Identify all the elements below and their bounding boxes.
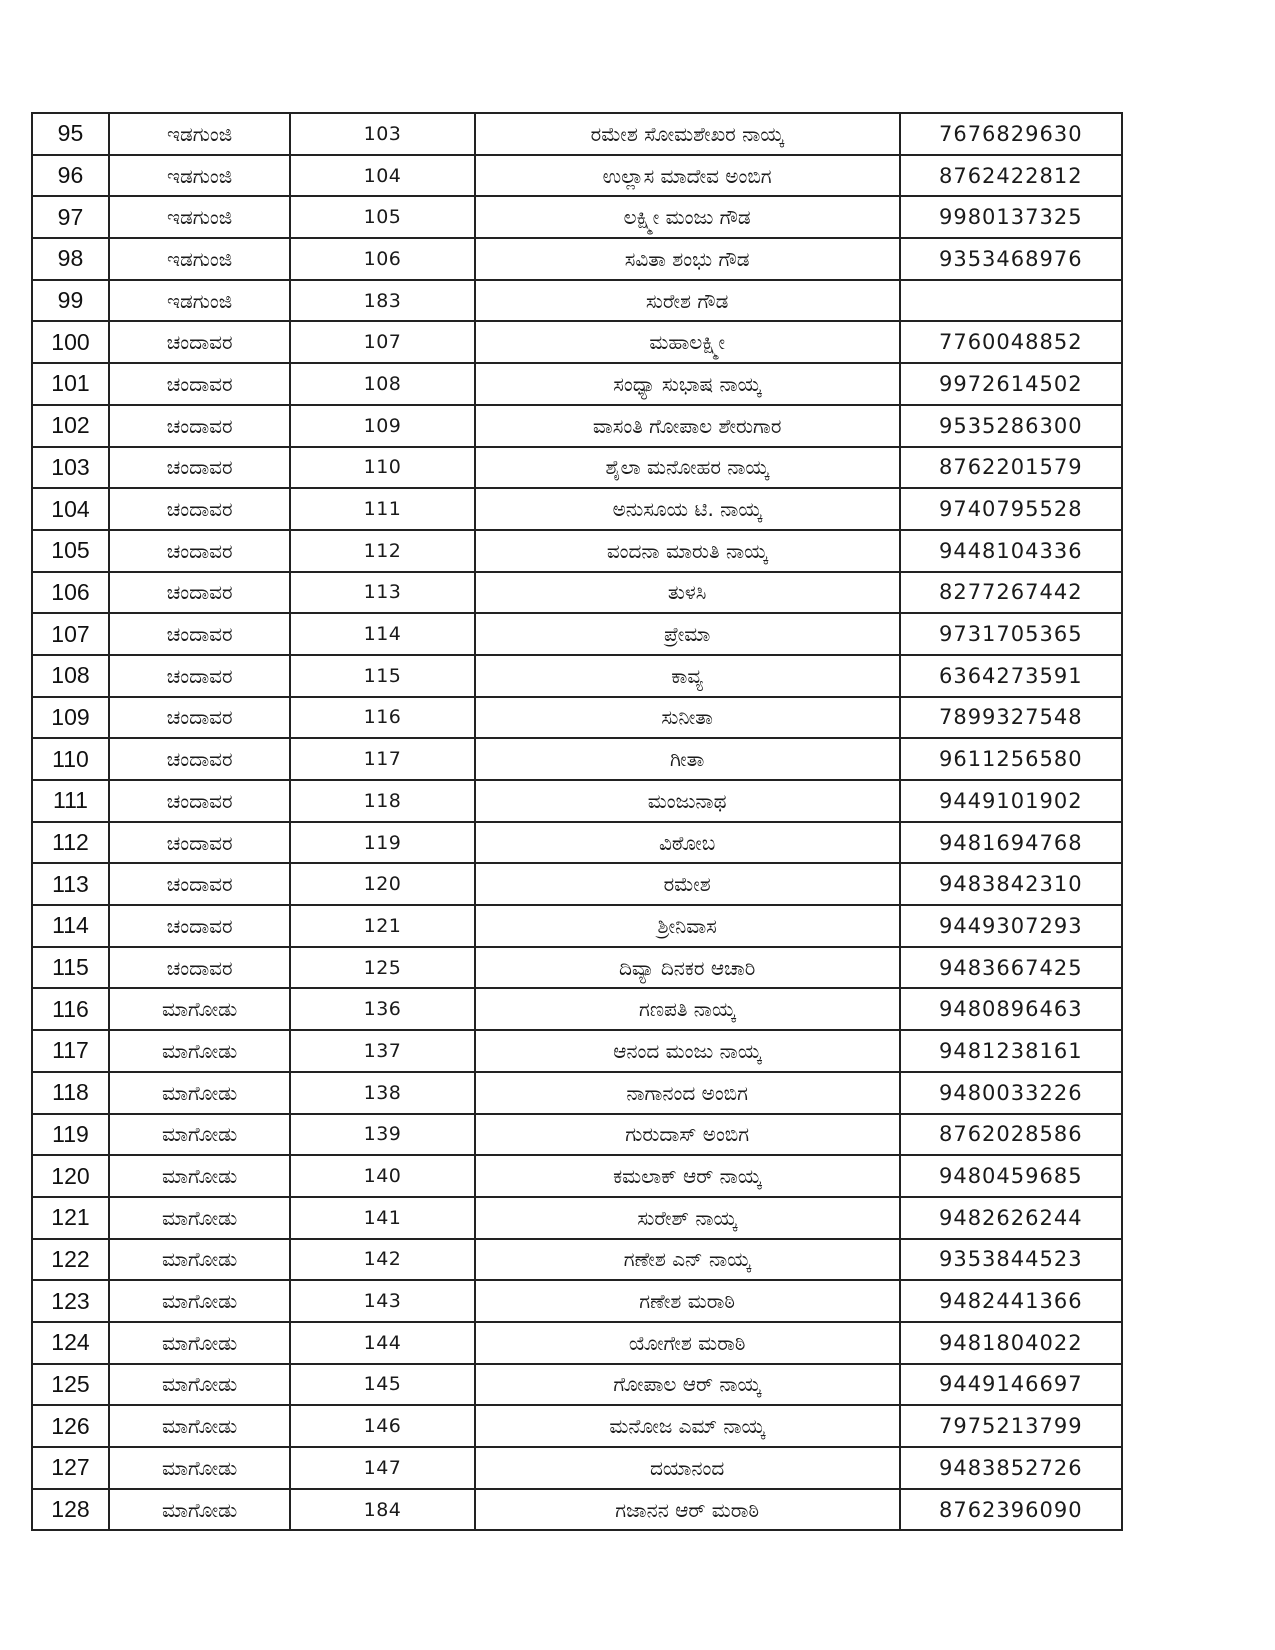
member-name-cell: ಸುರೇಶ ಗೌಡ: [475, 280, 900, 322]
serial-number-cell: 124: [32, 1322, 109, 1364]
member-id-cell: 105: [290, 196, 474, 238]
village-cell: ಇಡಗುಂಜಿ: [109, 155, 290, 197]
member-name-cell: ಸವಿತಾ ಶಂಭು ಗೌಡ: [475, 238, 900, 280]
member-name-cell: ಕಾವ್ಯ: [475, 655, 900, 697]
member-name-cell: ಯೋಗೇಶ ಮರಾಠಿ: [475, 1322, 900, 1364]
member-id-cell: 116: [290, 697, 474, 739]
serial-number-cell: 115: [32, 947, 109, 989]
table-row: [32, 405, 1122, 447]
table-row: [32, 1197, 1122, 1239]
member-name-cell: ಉಲ್ಲಾಸ ಮಾದೇವ ಅಂಬಿಗ: [475, 155, 900, 197]
member-id-cell: 139: [290, 1114, 474, 1156]
village-cell: ಇಡಗುಂಜಿ: [109, 238, 290, 280]
member-name-cell: ದಯಾನಂದ: [475, 1447, 900, 1489]
member-name-cell: ಗುರುದಾಸ್ ಅಂಬಿಗ: [475, 1114, 900, 1156]
village-cell: ಮಾಗೋಡು: [109, 1405, 290, 1447]
table-row: [32, 822, 1122, 864]
member-id-cell: 119: [290, 822, 474, 864]
serial-number-cell: 117: [32, 1030, 109, 1072]
member-id-cell: 125: [290, 947, 474, 989]
table-row: [32, 1280, 1122, 1322]
table-row: [32, 1239, 1122, 1281]
member-id-cell: 144: [290, 1322, 474, 1364]
member-name-cell: ನಾಗಾನಂದ ಅಂಬಿಗ: [475, 1072, 900, 1114]
table-row: [32, 1489, 1122, 1531]
serial-number-cell: 106: [32, 572, 109, 614]
member-name-cell: ಮನೋಜ ಎಮ್ ನಾಯ್ಕ: [475, 1405, 900, 1447]
village-cell: ಚಂದಾವರ: [109, 488, 290, 530]
serial-number-cell: 125: [32, 1364, 109, 1406]
member-name-cell: ಗಜಾನನ ಆರ್ ಮರಾಠಿ: [475, 1489, 900, 1531]
table-row: [32, 1405, 1122, 1447]
phone-number-cell: 9448104336: [900, 530, 1122, 572]
serial-number-cell: 109: [32, 697, 109, 739]
member-id-cell: 107: [290, 321, 474, 363]
serial-number-cell: 102: [32, 405, 109, 447]
serial-number-cell: 107: [32, 613, 109, 655]
village-cell: ಮಾಗೋಡು: [109, 1114, 290, 1156]
member-id-cell: 136: [290, 988, 474, 1030]
member-id-cell: 104: [290, 155, 474, 197]
village-cell: ಮಾಗೋಡು: [109, 1030, 290, 1072]
member-name-cell: ಆನಂದ ಮಂಜು ನಾಯ್ಕ: [475, 1030, 900, 1072]
member-id-cell: 106: [290, 238, 474, 280]
serial-number-cell: 128: [32, 1489, 109, 1531]
member-id-cell: 117: [290, 738, 474, 780]
phone-number-cell: 9483667425: [900, 947, 1122, 989]
serial-number-cell: 97: [32, 196, 109, 238]
village-cell: ಚಂದಾವರ: [109, 405, 290, 447]
table-row: [32, 655, 1122, 697]
serial-number-cell: 105: [32, 530, 109, 572]
table-row: [32, 1030, 1122, 1072]
village-cell: ಇಡಗುಂಜಿ: [109, 196, 290, 238]
member-name-cell: ಶ್ರೀನಿವಾಸ: [475, 905, 900, 947]
member-name-cell: ಗೋಪಾಲ ಆರ್ ನಾಯ್ಕ: [475, 1364, 900, 1406]
table-row: [32, 780, 1122, 822]
table-row: [32, 488, 1122, 530]
village-cell: ಮಾಗೋಡು: [109, 988, 290, 1030]
village-cell: ಇಡಗುಂಜಿ: [109, 280, 290, 322]
member-id-cell: 145: [290, 1364, 474, 1406]
phone-number-cell: 8762396090: [900, 1489, 1122, 1531]
village-cell: ಮಾಗೋಡು: [109, 1197, 290, 1239]
member-name-cell: ವಂದನಾ ಮಾರುತಿ ನಾಯ್ಕ: [475, 530, 900, 572]
member-id-cell: 108: [290, 363, 474, 405]
member-id-cell: 115: [290, 655, 474, 697]
serial-number-cell: 100: [32, 321, 109, 363]
village-cell: ಚಂದಾವರ: [109, 530, 290, 572]
table-row: [32, 863, 1122, 905]
member-name-cell: ಲಕ್ಷ್ಮೀ ಮಂಜು ಗೌಡ: [475, 196, 900, 238]
table-row: [32, 1364, 1122, 1406]
serial-number-cell: 103: [32, 447, 109, 489]
member-name-cell: ಮಂಜುನಾಥ: [475, 780, 900, 822]
phone-number-cell: 9483842310: [900, 863, 1122, 905]
phone-number-cell: 9731705365: [900, 613, 1122, 655]
member-name-cell: ಕಮಲಾಕ್ ಆರ್ ನಾಯ್ಕ: [475, 1155, 900, 1197]
serial-number-cell: 98: [32, 238, 109, 280]
serial-number-cell: 110: [32, 738, 109, 780]
village-cell: ಚಂದಾವರ: [109, 822, 290, 864]
village-cell: ಮಾಗೋಡು: [109, 1280, 290, 1322]
phone-number-cell: 7676829630: [900, 113, 1122, 155]
member-name-cell: ವಿಠೋಬ: [475, 822, 900, 864]
serial-number-cell: 101: [32, 363, 109, 405]
serial-number-cell: 126: [32, 1405, 109, 1447]
table-row: [32, 988, 1122, 1030]
village-cell: ಇಡಗುಂಜಿ: [109, 113, 290, 155]
village-cell: ಚಂದಾವರ: [109, 947, 290, 989]
phone-number-cell: 9483852726: [900, 1447, 1122, 1489]
phone-number-cell: 7975213799: [900, 1405, 1122, 1447]
phone-number-cell: 8277267442: [900, 572, 1122, 614]
member-name-cell: ಅನುಸೂಯ ಟಿ. ನಾಯ್ಕ: [475, 488, 900, 530]
phone-number-cell: 9482441366: [900, 1280, 1122, 1322]
serial-number-cell: 111: [32, 780, 109, 822]
village-cell: ಮಾಗೋಡು: [109, 1489, 290, 1531]
member-name-cell: ಸುನೀತಾ: [475, 697, 900, 739]
village-cell: ಮಾಗೋಡು: [109, 1239, 290, 1281]
phone-number-cell: 9481238161: [900, 1030, 1122, 1072]
table-row: [32, 1447, 1122, 1489]
table-row: [32, 613, 1122, 655]
serial-number-cell: 96: [32, 155, 109, 197]
member-id-cell: 110: [290, 447, 474, 489]
serial-number-cell: 123: [32, 1280, 109, 1322]
serial-number-cell: 114: [32, 905, 109, 947]
member-name-cell: ಸಂಧ್ಯಾ ಸುಭಾಷ ನಾಯ್ಕ: [475, 363, 900, 405]
member-id-cell: 140: [290, 1155, 474, 1197]
member-id-cell: 113: [290, 572, 474, 614]
serial-number-cell: 122: [32, 1239, 109, 1281]
table-row: [32, 572, 1122, 614]
phone-number-cell: 9535286300: [900, 405, 1122, 447]
member-id-cell: 112: [290, 530, 474, 572]
member-id-cell: 121: [290, 905, 474, 947]
phone-number-cell: 8762201579: [900, 447, 1122, 489]
member-id-cell: 141: [290, 1197, 474, 1239]
member-id-cell: 137: [290, 1030, 474, 1072]
table-row: [32, 155, 1122, 197]
phone-number-cell: 9449101902: [900, 780, 1122, 822]
table-body: [32, 113, 1122, 1530]
village-cell: ಮಾಗೋಡು: [109, 1072, 290, 1114]
table-row: [32, 1322, 1122, 1364]
serial-number-cell: 99: [32, 280, 109, 322]
phone-number-cell: 9480896463: [900, 988, 1122, 1030]
member-name-cell: ರಮೇಶ: [475, 863, 900, 905]
member-name-cell: ದಿವ್ಯಾ ದಿನಕರ ಆಚಾರಿ: [475, 947, 900, 989]
beneficiary-table: [31, 112, 1123, 1531]
phone-number-cell: 6364273591: [900, 655, 1122, 697]
table-row: [32, 697, 1122, 739]
village-cell: ಚಂದಾವರ: [109, 572, 290, 614]
serial-number-cell: 121: [32, 1197, 109, 1239]
phone-number-cell: 9353468976: [900, 238, 1122, 280]
table-row: [32, 238, 1122, 280]
phone-number-cell: 7760048852: [900, 321, 1122, 363]
member-id-cell: 120: [290, 863, 474, 905]
serial-number-cell: 127: [32, 1447, 109, 1489]
member-id-cell: 103: [290, 113, 474, 155]
phone-number-cell: 7899327548: [900, 697, 1122, 739]
member-name-cell: ಸುರೇಶ್ ನಾಯ್ಕ: [475, 1197, 900, 1239]
village-cell: ಮಾಗೋಡು: [109, 1447, 290, 1489]
phone-number-cell: 9980137325: [900, 196, 1122, 238]
member-id-cell: 142: [290, 1239, 474, 1281]
table-row: [32, 738, 1122, 780]
village-cell: ಮಾಗೋಡು: [109, 1322, 290, 1364]
member-id-cell: 183: [290, 280, 474, 322]
serial-number-cell: 120: [32, 1155, 109, 1197]
serial-number-cell: 95: [32, 113, 109, 155]
member-id-cell: 109: [290, 405, 474, 447]
phone-number-cell: 9972614502: [900, 363, 1122, 405]
village-cell: ಚಂದಾವರ: [109, 363, 290, 405]
phone-number-cell: 9449307293: [900, 905, 1122, 947]
member-id-cell: 184: [290, 1489, 474, 1531]
village-cell: ಮಾಗೋಡು: [109, 1155, 290, 1197]
member-id-cell: 118: [290, 780, 474, 822]
member-name-cell: ವಾಸಂತಿ ಗೋಪಾಲ ಶೇರುಗಾರ: [475, 405, 900, 447]
village-cell: ಚಂದಾವರ: [109, 613, 290, 655]
serial-number-cell: 119: [32, 1114, 109, 1156]
member-name-cell: ಗಣೇಶ ಎನ್ ನಾಯ್ಕ: [475, 1239, 900, 1281]
village-cell: ಚಂದಾವರ: [109, 447, 290, 489]
member-name-cell: ತುಳಸಿ: [475, 572, 900, 614]
serial-number-cell: 112: [32, 822, 109, 864]
serial-number-cell: 118: [32, 1072, 109, 1114]
table-row: [32, 280, 1122, 322]
member-name-cell: ಗೀತಾ: [475, 738, 900, 780]
village-cell: ಚಂದಾವರ: [109, 863, 290, 905]
village-cell: ಚಂದಾವರ: [109, 655, 290, 697]
table-row: [32, 113, 1122, 155]
table-row: [32, 447, 1122, 489]
phone-number-cell: 9482626244: [900, 1197, 1122, 1239]
table-row: [32, 530, 1122, 572]
phone-number-cell: 9740795528: [900, 488, 1122, 530]
phone-number-cell: 8762028586: [900, 1114, 1122, 1156]
member-name-cell: ಶೈಲಾ ಮನೋಹರ ನಾಯ್ಕ: [475, 447, 900, 489]
member-name-cell: ಮಹಾಲಕ್ಷ್ಮೀ: [475, 321, 900, 363]
table-row: [32, 947, 1122, 989]
phone-number-cell: 9480033226: [900, 1072, 1122, 1114]
table-row: [32, 321, 1122, 363]
phone-number-cell: 9481804022: [900, 1322, 1122, 1364]
member-id-cell: 147: [290, 1447, 474, 1489]
serial-number-cell: 116: [32, 988, 109, 1030]
village-cell: ಚಂದಾವರ: [109, 905, 290, 947]
phone-number-cell: 9353844523: [900, 1239, 1122, 1281]
table-row: [32, 1072, 1122, 1114]
phone-number-cell: 9449146697: [900, 1364, 1122, 1406]
phone-number-cell: 9480459685: [900, 1155, 1122, 1197]
table-row: [32, 905, 1122, 947]
member-name-cell: ರಮೇಶ ಸೋಮಶೇಖರ ನಾಯ್ಕ: [475, 113, 900, 155]
member-id-cell: 143: [290, 1280, 474, 1322]
village-cell: ಮಾಗೋಡು: [109, 1364, 290, 1406]
phone-number-cell: 9481694768: [900, 822, 1122, 864]
phone-number-cell: 9611256580: [900, 738, 1122, 780]
member-name-cell: ಪ್ರೇಮಾ: [475, 613, 900, 655]
serial-number-cell: 113: [32, 863, 109, 905]
member-id-cell: 138: [290, 1072, 474, 1114]
table-row: [32, 1155, 1122, 1197]
table-row: [32, 1114, 1122, 1156]
village-cell: ಚಂದಾವರ: [109, 738, 290, 780]
phone-number-cell: [900, 280, 1122, 322]
serial-number-cell: 108: [32, 655, 109, 697]
member-name-cell: ಗಣಪತಿ ನಾಯ್ಕ: [475, 988, 900, 1030]
member-id-cell: 146: [290, 1405, 474, 1447]
table-row: [32, 196, 1122, 238]
serial-number-cell: 104: [32, 488, 109, 530]
phone-number-cell: 8762422812: [900, 155, 1122, 197]
member-name-cell: ಗಣೇಶ ಮರಾಠಿ: [475, 1280, 900, 1322]
member-id-cell: 114: [290, 613, 474, 655]
village-cell: ಚಂದಾವರ: [109, 697, 290, 739]
member-id-cell: 111: [290, 488, 474, 530]
table-row: [32, 363, 1122, 405]
village-cell: ಚಂದಾವರ: [109, 321, 290, 363]
village-cell: ಚಂದಾವರ: [109, 780, 290, 822]
